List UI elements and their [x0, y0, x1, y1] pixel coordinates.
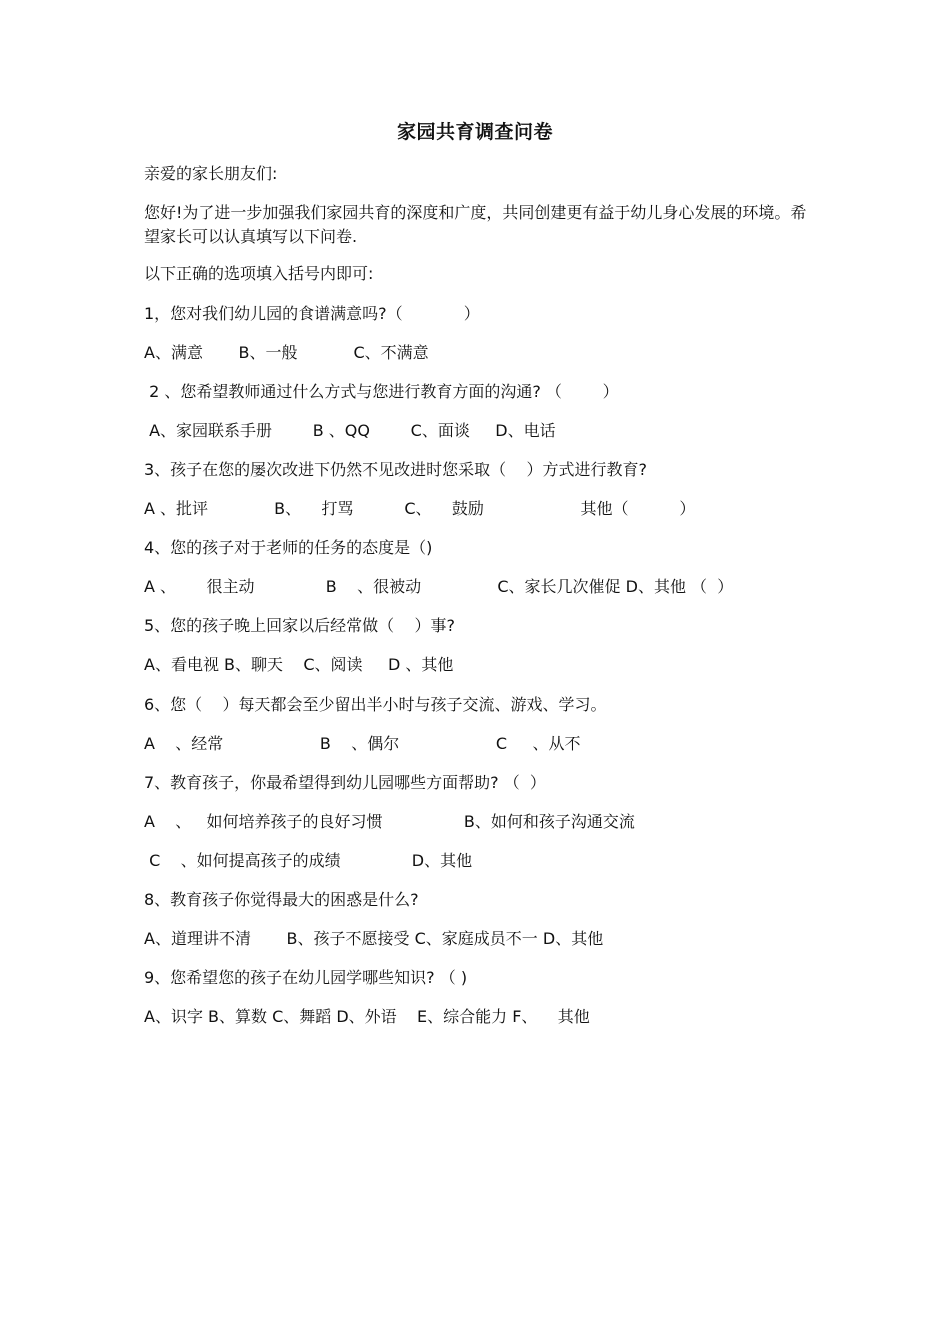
question-4: 4、您的孩子对于老师的任务的态度是（)	[144, 538, 433, 557]
question-8-options: A、道理讲不清 B、孩子不愿接受 C、家庭成员不一 D、其他	[144, 929, 604, 948]
greeting: 亲爱的家长朋友们:	[144, 164, 278, 183]
question-8: 8、教育孩子你觉得最大的困惑是什么?	[144, 890, 419, 909]
page-title: 家园共育调查问卷	[396, 121, 553, 143]
question-5: 5、您的孩子晚上回家以后经常做（ ）事?	[144, 616, 456, 635]
question-2: 2 、您希望教师通过什么方式与您进行教育方面的沟通? （ ）	[144, 382, 619, 401]
question-1-options: A、满意 B、一般 C、不满意	[144, 343, 429, 362]
question-1: 1，您对我们幼儿园的食谱满意吗?（ ）	[144, 304, 480, 323]
instruction: 以下正确的选项填入括号内即可:	[144, 264, 374, 283]
question-7-options-row-1: A 、 如何培养孩子的良好习惯 B、如何和孩子沟通交流	[144, 812, 635, 831]
question-7-options-row-2: C 、如何提高孩子的成绩 D、其他	[144, 851, 473, 870]
question-9-options: A、识字 B、算数 C、舞蹈 D、外语 E、综合能力 F、 其他	[144, 1007, 590, 1026]
question-6: 6、您（ ）每天都会至少留出半小时与孩子交流、游戏、学习。	[144, 695, 607, 714]
question-3: 3、孩子在您的屡次改进下仍然不见改进时您采取（ ）方式进行教育?	[144, 460, 648, 479]
question-3-options: A 、批评 B、 打骂 C、 鼓励 其他（ ）	[144, 499, 696, 518]
question-4-options: A 、 很主动 B 、很被动 C、家长几次催促 D、其他 （ ）	[144, 577, 734, 596]
question-9: 9、您希望您的孩子在幼儿园学哪些知识? （ )	[144, 968, 468, 987]
intro-paragraph: 您好!为了进一步加强我们家园共育的深度和广度，共同创建更有益于幼儿身心发展的环境。希望家长可以认真填写以下问卷.	[144, 203, 807, 246]
question-6-options: A 、经常 B 、偶尔 C 、从不	[144, 734, 581, 753]
question-2-options: A、家园联系手册 B 、QQ C、面谈 D、电话	[144, 421, 556, 440]
question-7: 7、教育孩子，你最希望得到幼儿园哪些方面帮助? （ ）	[144, 773, 546, 792]
question-5-options: A、看电视 B、聊天 C、阅读 D 、其他	[144, 655, 454, 674]
